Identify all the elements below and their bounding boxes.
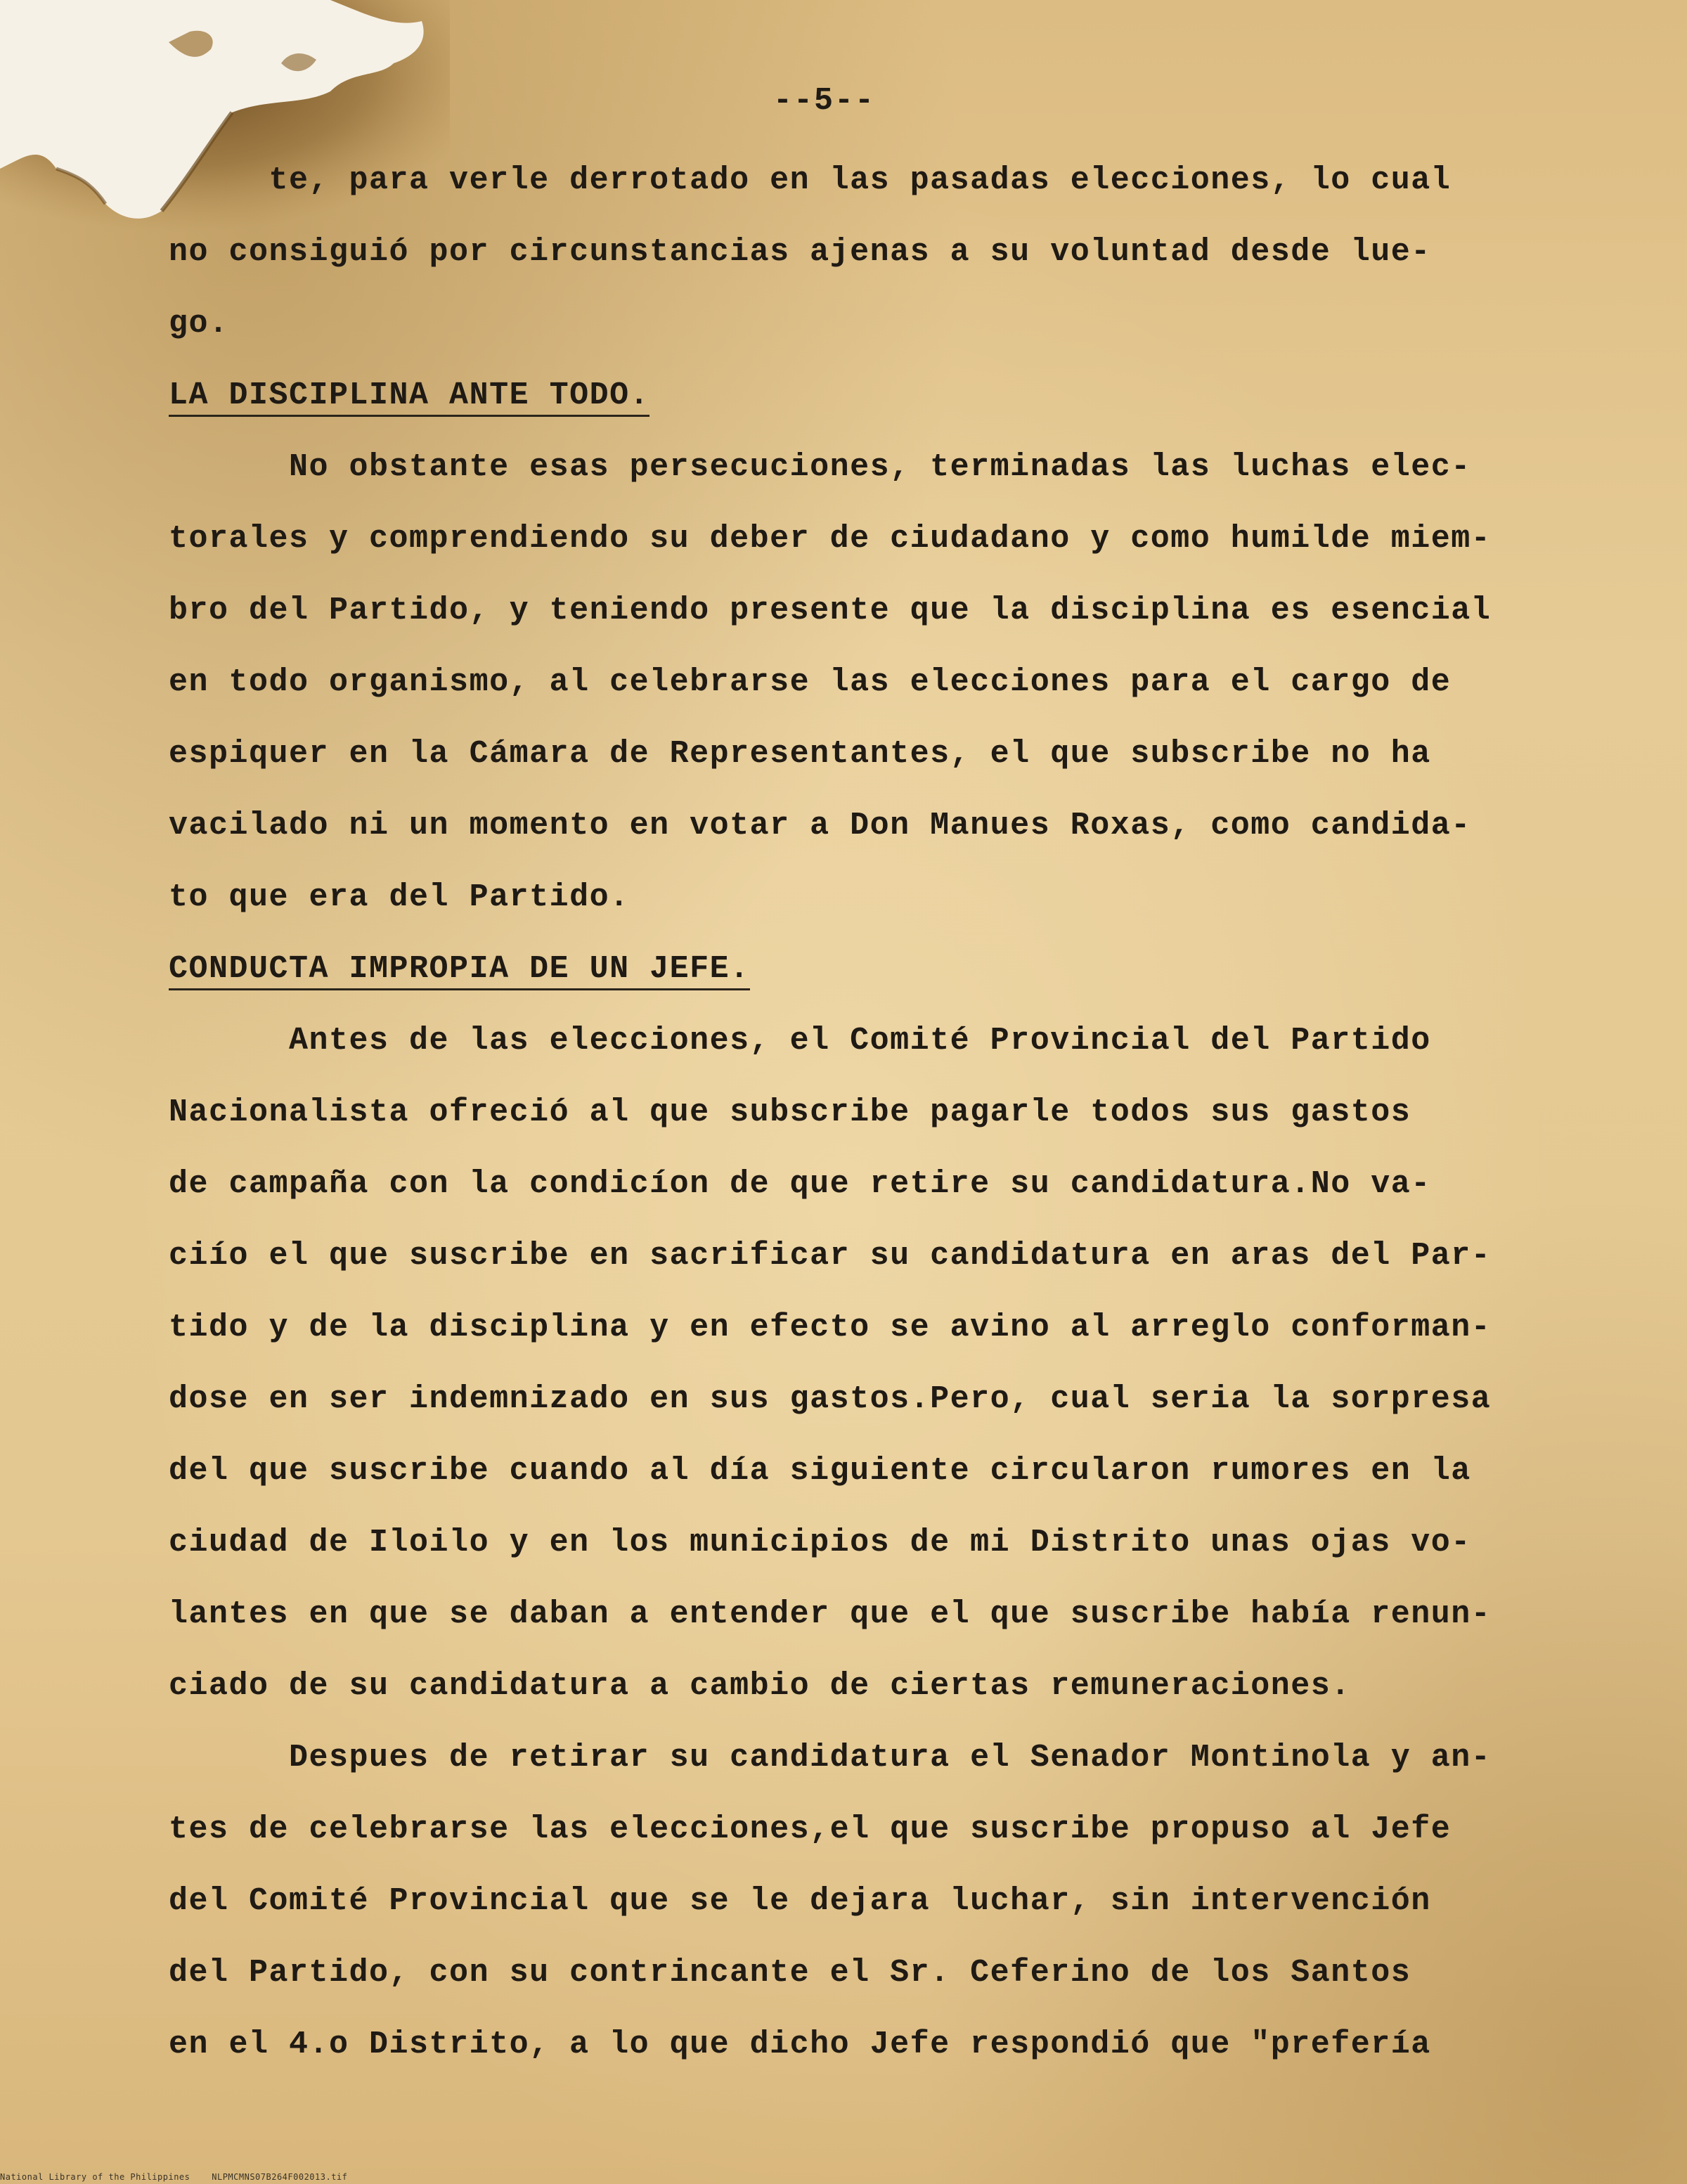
text-line: No obstante esas persecuciones, terminadas las luchas elec- bbox=[169, 449, 1471, 485]
text-line: ciado de su candidatura a cambio de ciertas remuneraciones. bbox=[169, 1668, 1351, 1704]
text-line: torales y comprendiendo su deber de ciudadano y como humilde miem- bbox=[169, 521, 1492, 557]
text-line: del que suscribe cuando al día siguiente circularon rumores en la bbox=[169, 1453, 1471, 1489]
section-heading-discipline: LA DISCIPLINA ANTE TODO. bbox=[169, 378, 649, 417]
text-line: tido y de la disciplina y en efecto se avino al arreglo conforman- bbox=[169, 1310, 1492, 1345]
page-number: --5-- bbox=[773, 83, 876, 119]
text-line: tes de celebrarse las elecciones,el que suscribe propuso al Jefe bbox=[169, 1811, 1452, 1847]
text-line: vacilado ni un momento en votar a Don Manues Roxas, como candida- bbox=[169, 808, 1471, 844]
text-line: Antes de las elecciones, el Comité Provincial del Partido bbox=[169, 1023, 1431, 1059]
text-line: no consiguió por circunstancias ajenas a su voluntad desde lue- bbox=[169, 234, 1431, 270]
text-line: en todo organismo, al celebrarse las elecciones para el cargo de bbox=[169, 664, 1452, 700]
text-line: Despues de retirar su candidatura el Senador Montinola y an- bbox=[169, 1740, 1492, 1776]
text-line: del Comité Provincial que se le dejara luchar, sin intervención bbox=[169, 1883, 1431, 1919]
text-line: ciío el que suscribe en sacrificar su candidatura en aras del Par- bbox=[169, 1238, 1492, 1274]
text-line: de campaña con la condicíon de que retire su candidatura.No va- bbox=[169, 1166, 1431, 1202]
text-line: del Partido, con su contrincante el Sr. Ceferino de los Santos bbox=[169, 1955, 1411, 1991]
text-line: to que era del Partido. bbox=[169, 879, 630, 915]
text-line: espiquer en la Cámara de Representantes, el que subscribe no ha bbox=[169, 736, 1431, 772]
text-line: te, para verle derrotado en las pasadas elecciones, lo cual bbox=[169, 162, 1452, 198]
text-line: dose en ser indemnizado en sus gastos.Pero, cual seria la sorpresa bbox=[169, 1381, 1492, 1417]
text-line: lantes en que se daban a entender que el que suscribe había renun- bbox=[169, 1596, 1492, 1632]
text-line: go. bbox=[169, 306, 229, 342]
archive-footer: National Library of the Philippines NLPMCMNS07B264F002013.tif bbox=[0, 2172, 348, 2182]
text-line: en el 4.o Distrito, a lo que dicho Jefe respondió que "prefería bbox=[169, 2027, 1431, 2062]
text-line: ciudad de Iloilo y en los municipios de mi Distrito unas ojas vo- bbox=[169, 1525, 1471, 1561]
section-heading-conduct: CONDUCTA IMPROPIA DE UN JEFE. bbox=[169, 952, 750, 990]
text-line: bro del Partido, y teniendo presente que la disciplina es esencial bbox=[169, 593, 1492, 628]
text-line: Nacionalista ofreció al que subscribe pagarle todos sus gastos bbox=[169, 1094, 1411, 1130]
